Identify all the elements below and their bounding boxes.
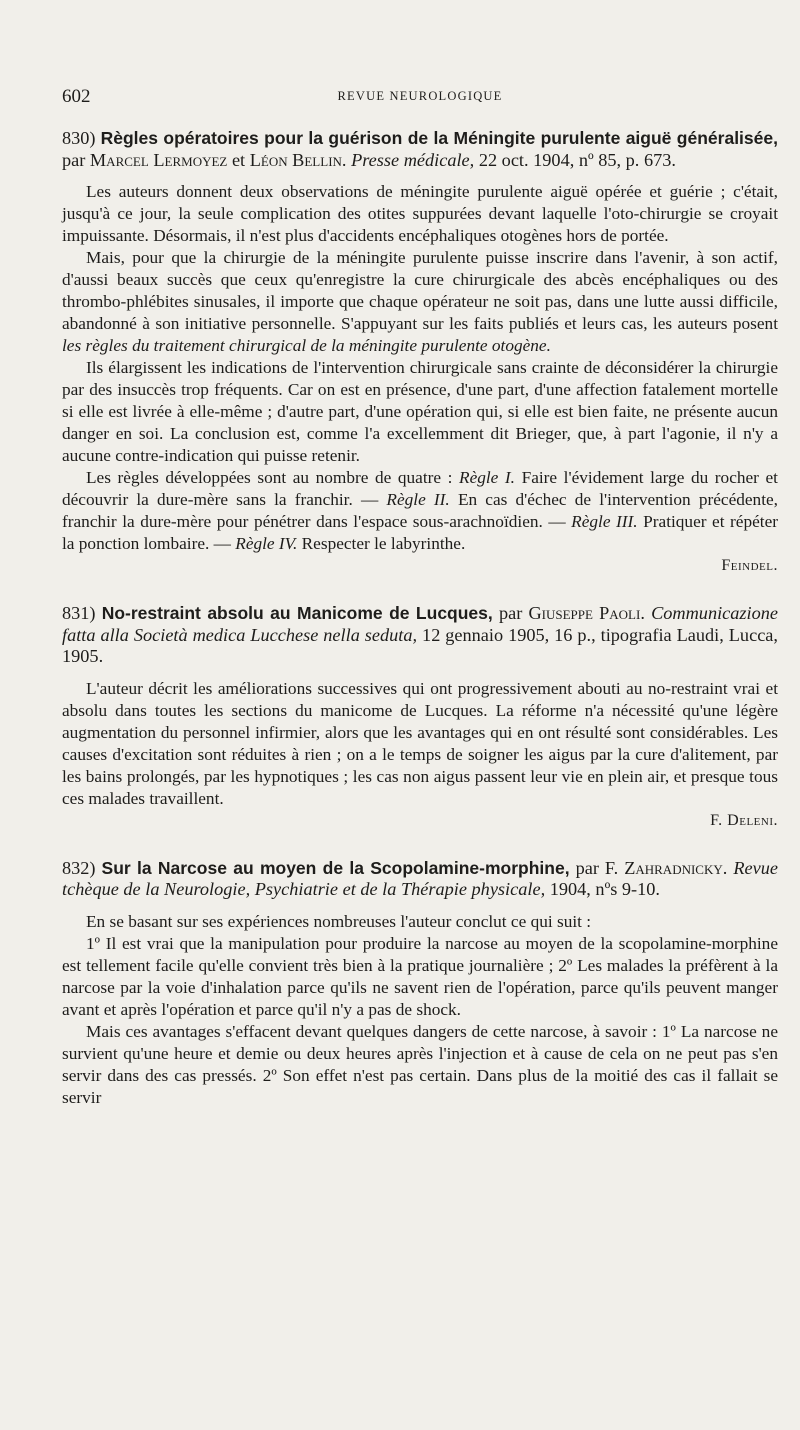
and-word: et bbox=[231, 149, 246, 170]
by-word: par bbox=[62, 149, 86, 170]
paragraph: Ils élargissent les indications de l'intervention chirurgicale sans crainte de déconsidérer la chirurgie par des insuccès trop fréquents. Car on est en présence, d'une part, d'une affection fatalement mortelle si elle est livrée à elle-même ; d'autre part, d'une opération qui, si elle est bien faite, ne présente aucun danger en soi. La conclusion est, comme l'a excellemment dit Brieger, que, à part l'agonie, il n'y a aucune contre-indication qui puisse retenir. bbox=[62, 358, 778, 465]
article-830 bbox=[62, 128, 778, 577]
journal-page bbox=[62, 86, 778, 1109]
article-number: 831) bbox=[62, 603, 96, 623]
article-number: 830) bbox=[62, 128, 96, 148]
page-number: 602 bbox=[62, 86, 91, 107]
article-title: Règles opératoires pour la guérison de la Méningite purulente aiguë généralisée, bbox=[100, 128, 778, 148]
article-831 bbox=[62, 603, 778, 832]
article-832 bbox=[62, 858, 778, 1109]
paragraph: L'auteur décrit les améliorations successives qui ont progressivement abouti au no-restraint vrai et absolu dans toutes les sections du manicome de Lucques. La réforme n'a nécessité qu'une légère augmentation du personnel infirmier, alors que les avantages qui en ont résulté sont considérables. Les causes d'excitation sont réduites à rien ; on a le temps de soigner les aigus par la cure d'alitement, par les bains prolongés, par les hypnotiques ; les cas non aigus passent leur vie en plein air, et presque tous ces malades travaillent. bbox=[62, 678, 778, 808]
journal-name: Revue tchèque de la Neurologie, Psychiatrie et de la Thérapie physicale, bbox=[62, 857, 778, 899]
signature: Feindel. bbox=[721, 557, 778, 574]
rule-label: Règle I. bbox=[459, 468, 516, 487]
spacer bbox=[62, 832, 778, 844]
author-name: F. Zahradnicky. bbox=[604, 857, 728, 878]
citation: 22 oct. 1904, nº 85, p. 673. bbox=[478, 149, 676, 170]
by-word: par bbox=[498, 603, 523, 623]
author-name: Giuseppe Paoli. bbox=[528, 603, 645, 623]
journal-name: Presse médicale, bbox=[351, 149, 475, 170]
running-title: REVUE NEUROLOGIQUE bbox=[337, 89, 503, 103]
paragraph: 1º Il est vrai que la manipulation pour produire la narcose au moyen de la scopolamine-morphine est tellement facile qu'elle convient très bien à la pratique journalière ; 2º Les malades la préfèrent à la narcose par la voie d'inhalation parce qu'ils ne savent rien de l'opération, parce qu'ils peuvent manger avant et après l'opération et parce qu'il n'y a pas de shock. bbox=[62, 933, 778, 1019]
paragraph: Mais ces avantages s'effacent devant quelques dangers de cette narcose, à savoir : 1º La narcose ne survient qu'une heure et demie ou deux heures après l'injection et à cause de cela on ne peut pas s'en servir dans des cas pressés. 2º Son effet n'est pas certain. Dans plus de la moitié des cas il fallait se servir bbox=[62, 1021, 778, 1107]
article-title: Sur la Narcose au moyen de la Scopolamine-morphine, bbox=[101, 857, 570, 878]
paragraph: En se basant sur ses expériences nombreuses l'auteur conclut ce qui suit : bbox=[86, 911, 592, 931]
rule-label: Règle III. bbox=[571, 512, 638, 531]
rule-label: Règle IV. bbox=[235, 534, 298, 553]
citation: 1904, nºs 9-10. bbox=[549, 879, 660, 899]
article-heading bbox=[62, 858, 778, 901]
paragraph: Les auteurs donnent deux observations de méningite purulente aiguë opérée et guérie ; c'était, jusqu'à ce jour, la seule complication des otites suppurées devant laquelle l'oto-chirurgie se croyait impuissante. Désormais, il n'est plus d'accidents encéphaliques otogènes hors de portée. bbox=[62, 182, 778, 245]
paragraph-text: Les règles développées sont au nombre de quatre : bbox=[86, 468, 453, 487]
paragraph bbox=[62, 467, 778, 555]
paragraph bbox=[62, 247, 778, 357]
italic-phrase: les règles du traitement chirurgical de la méningite purulente otogène. bbox=[62, 336, 551, 355]
spacer bbox=[62, 577, 778, 589]
rule-text: Pratiquer et répéter la ponction lombaire. — bbox=[62, 512, 778, 553]
rule-text: Faire l'évidement large du rocher et découvrir la dure-mère sans la franchir. — bbox=[62, 468, 778, 509]
article-number: 832) bbox=[62, 857, 96, 878]
author-name: Marcel Lermoyez bbox=[89, 149, 228, 170]
article-title: No-restraint absolu au Manicome de Lucques, bbox=[101, 603, 493, 623]
journal-name: Communicazione fatta alla Società medica Lucchese nella seduta, bbox=[62, 603, 779, 645]
rule-label: Règle II. bbox=[386, 490, 450, 509]
by-word: par bbox=[575, 857, 599, 878]
article-heading bbox=[62, 603, 778, 668]
article-heading: 830) Règles opératoires pour la guérison de la Méningite purulente aiguë généralisée, par Marcel Lermoyez et Léon Bellin. Presse médicale, 22 oct. 1904, nº 85, p. 673. bbox=[62, 128, 778, 170]
rule-text: En cas d'échec de l'intervention précédente, franchir la dure-mère pour pénétrer dans l'espace sous-arachnoïdien. — bbox=[62, 490, 778, 531]
paragraph-text: Mais, pour que la chirurgie de la méningite purulente puisse inscrire dans l'avenir, à son actif, d'aussi beaux succès que ceux qu'enregistre la cure chirurgicale des abcès encéphaliques ou des thrombo-phlébites sinusales, il importe que chaque opérateur ne soit pas, dans une lutte aussi difficile, abandonné à son initiative personnelle. S'appuyant sur les faits publiés et leurs cas, les auteurs posent bbox=[62, 248, 778, 333]
citation: 12 gennaio 1905, 16 p., tipografia Laudi, Lucca, 1905. bbox=[62, 624, 778, 666]
author-name: Léon Bellin bbox=[249, 149, 342, 170]
rule-text: Respecter le labyrinthe. bbox=[301, 534, 466, 553]
signature: F. Deleni. bbox=[710, 811, 778, 829]
page-header bbox=[62, 86, 778, 114]
